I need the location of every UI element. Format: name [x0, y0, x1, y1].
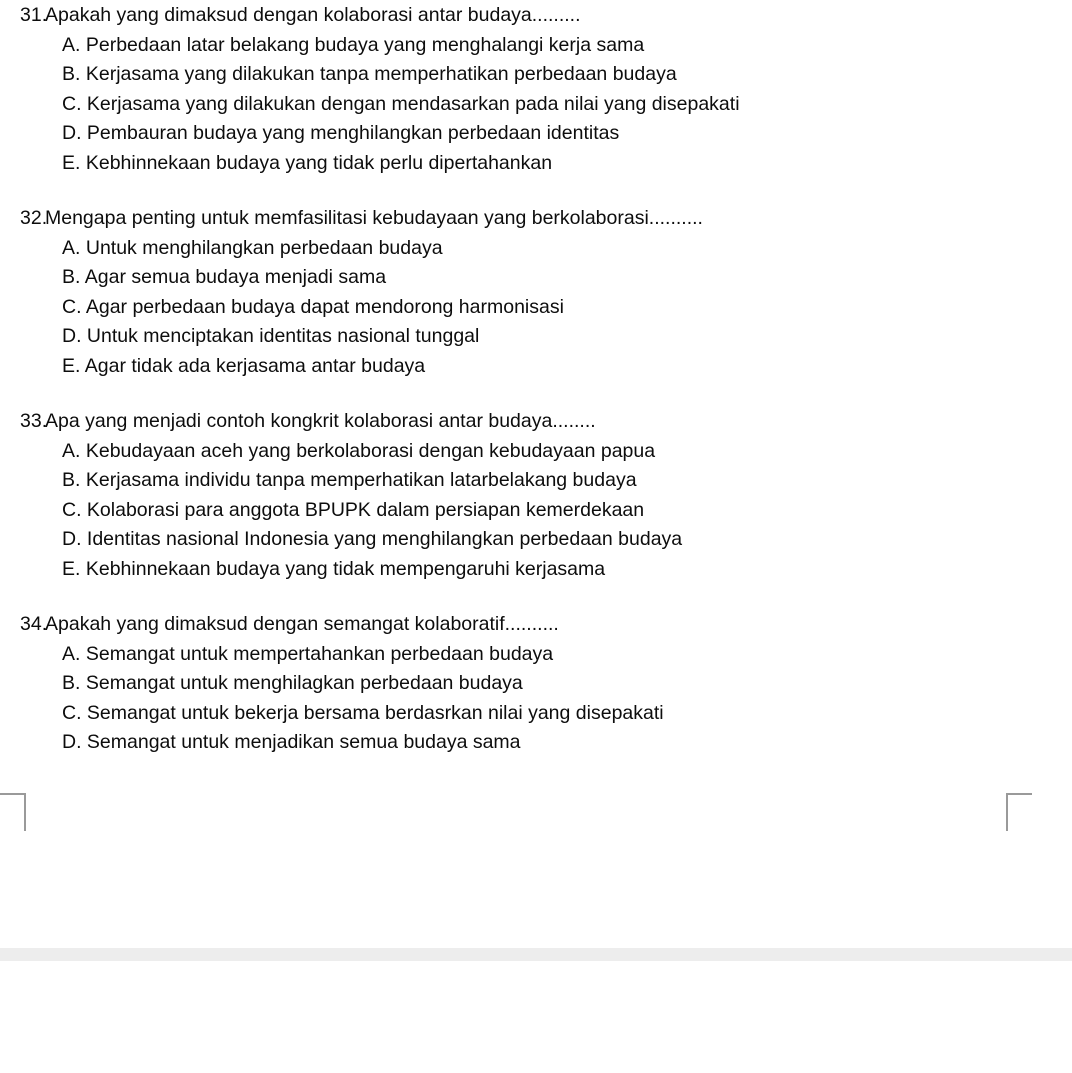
question-text: Mengapa penting untuk memfasilitasi kebudayaan yang berkolaborasi..........: [45, 207, 703, 229]
option-text: Untuk menciptakan identitas nasional tunggal: [86, 325, 480, 347]
option-letter: C.: [62, 701, 82, 724]
answer-option[interactable]: [0, 60, 1072, 90]
option-text: Kerjasama individu tanpa memperhatikan latarbelakang budaya: [85, 469, 637, 491]
answer-option[interactable]: [0, 90, 1072, 120]
option-text: Kebhinnekaan budaya yang tidak mempengaruhi kerjasama: [85, 557, 606, 580]
answer-option[interactable]: [0, 31, 1072, 61]
option-text: Kerjasama yang dilakukan tanpa memperhatikan perbedaan budaya: [85, 63, 677, 85]
question-header: [0, 407, 1072, 437]
option-letter: A.: [62, 642, 81, 665]
answer-option[interactable]: [0, 437, 1072, 467]
page-separator-gap: [0, 948, 1072, 961]
question-number: 33.: [20, 410, 48, 432]
question-number: 32.: [20, 207, 48, 229]
option-text: Semangat untuk mempertahankan perbedaan budaya: [85, 642, 554, 665]
answer-option[interactable]: [0, 119, 1072, 149]
question-block: [0, 407, 1072, 584]
answer-option[interactable]: [0, 669, 1072, 699]
option-text: Agar semua budaya menjadi sama: [84, 266, 387, 288]
answer-option[interactable]: [0, 699, 1072, 729]
option-letter: A.: [62, 33, 81, 56]
option-letter: A.: [62, 236, 81, 259]
question-header: [0, 1, 1072, 31]
question-header: [0, 610, 1072, 640]
answer-option[interactable]: [0, 149, 1072, 179]
question-header: [0, 204, 1072, 234]
option-letter: E.: [62, 557, 81, 580]
answer-option[interactable]: [0, 728, 1072, 758]
answer-option[interactable]: [0, 525, 1072, 555]
option-letter: B.: [62, 672, 81, 694]
option-letter: D.: [62, 122, 82, 144]
option-letter: B.: [62, 266, 81, 288]
document-page-next: [0, 961, 1072, 1073]
option-letter: D.: [62, 325, 82, 347]
option-letter: C.: [62, 92, 82, 115]
option-text: Kebudayaan aceh yang berkolaborasi dengan kebudayaan papua: [85, 439, 656, 462]
option-letter: B.: [62, 63, 81, 85]
question-block: [0, 204, 1072, 381]
option-text: Semangat untuk menjadikan semua budaya sama: [86, 731, 521, 753]
option-text: Agar perbedaan budaya dapat mendorong harmonisasi: [85, 295, 564, 318]
option-text: Pembauran budaya yang menghilangkan perbedaan identitas: [86, 122, 620, 144]
option-text: Kerjasama yang dilakukan dengan mendasarkan pada nilai yang disepakati: [86, 92, 740, 115]
option-letter: E.: [62, 354, 81, 377]
question-number: 31.: [20, 4, 48, 26]
question-block: [0, 610, 1072, 758]
option-letter: D.: [62, 528, 82, 550]
answer-option[interactable]: [0, 466, 1072, 496]
question-text: Apakah yang dimaksud dengan kolaborasi antar budaya.........: [45, 4, 581, 26]
option-letter: A.: [62, 439, 81, 462]
option-text: Kebhinnekaan budaya yang tidak perlu dipertahankan: [85, 151, 553, 174]
answer-option[interactable]: [0, 293, 1072, 323]
question-text: Apa yang menjadi contoh kongkrit kolaborasi antar budaya........: [45, 410, 596, 432]
option-letter: B.: [62, 469, 81, 491]
answer-option[interactable]: [0, 234, 1072, 264]
question-block: [0, 1, 1072, 178]
option-text: Perbedaan latar belakang budaya yang menghalangi kerja sama: [85, 33, 645, 56]
option-text: Untuk menghilangkan perbedaan budaya: [85, 236, 443, 259]
question-number: 34.: [20, 613, 48, 635]
answer-option[interactable]: [0, 555, 1072, 585]
option-text: Kolaborasi para anggota BPUPK dalam persiapan kemerdekaan: [86, 498, 645, 521]
option-text: Agar tidak ada kerjasama antar budaya: [84, 354, 426, 377]
answer-option[interactable]: [0, 322, 1072, 352]
answer-option[interactable]: [0, 263, 1072, 293]
option-text: Semangat untuk bekerja bersama berdasrkan nilai yang disepakati: [86, 701, 664, 724]
option-letter: C.: [62, 295, 82, 318]
option-letter: D.: [62, 731, 82, 753]
answer-option[interactable]: [0, 640, 1072, 670]
option-letter: C.: [62, 498, 82, 521]
question-text: Apakah yang dimaksud dengan semangat kolaboratif..........: [45, 613, 559, 635]
option-text: Semangat untuk menghilagkan perbedaan budaya: [85, 672, 523, 694]
option-text: Identitas nasional Indonesia yang menghilangkan perbedaan budaya: [86, 528, 683, 550]
option-letter: E.: [62, 151, 81, 174]
answer-option[interactable]: [0, 352, 1072, 382]
answer-option[interactable]: [0, 496, 1072, 526]
